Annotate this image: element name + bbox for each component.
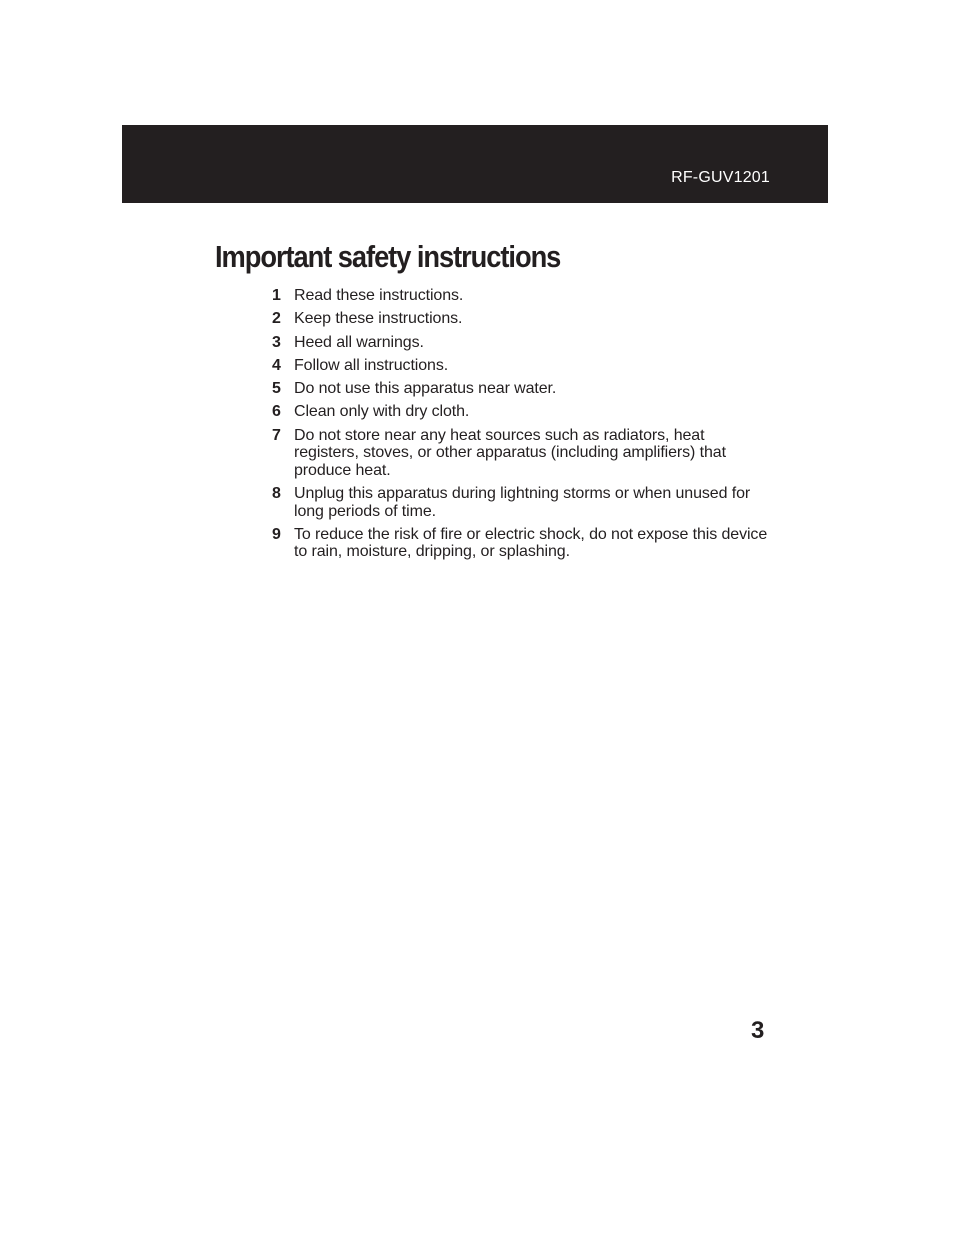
- list-item: [268, 485, 768, 520]
- item-text: To reduce the risk of fire or electric shock, do not expose this device to rain, moisture, dripping, or splashing.: [294, 525, 768, 561]
- item-number: 4: [272, 356, 281, 374]
- item-text: Clean only with dry cloth.: [294, 403, 470, 421]
- list-item: [268, 526, 768, 561]
- list-item: [268, 310, 768, 328]
- item-text: Do not store near any heat sources such as radiators, heat registers, stoves, or other apparatus (including amplifiers) that produce heat.: [294, 426, 726, 479]
- list-item: [268, 380, 768, 398]
- item-number: 5: [272, 380, 281, 398]
- page-title: Important safety instructions: [215, 239, 561, 274]
- item-number: 3: [272, 333, 281, 351]
- item-number: 9: [272, 525, 281, 543]
- list-item: [268, 403, 768, 421]
- model-number: RF-GUV1201: [671, 169, 770, 186]
- header-bar: [122, 125, 828, 203]
- list-item: [268, 357, 768, 375]
- item-number: 7: [272, 426, 281, 444]
- item-text: Read these instructions.: [294, 287, 464, 304]
- item-number: 2: [272, 310, 281, 328]
- item-number: 8: [272, 485, 281, 503]
- item-number: 1: [272, 287, 281, 304]
- list-item: [268, 334, 768, 352]
- instruction-list: [268, 287, 768, 567]
- list-item: [268, 427, 768, 480]
- item-number: 6: [272, 403, 281, 421]
- item-text: Do not use this apparatus near water.: [294, 380, 557, 398]
- page-number: 3: [751, 1017, 765, 1044]
- item-text: Follow all instructions.: [294, 356, 449, 374]
- item-text: Keep these instructions.: [294, 310, 463, 328]
- item-text: Unplug this apparatus during lightning storms or when unused for long periods of time.: [294, 485, 751, 520]
- list-item: [268, 287, 768, 305]
- item-text: Heed all warnings.: [294, 333, 424, 351]
